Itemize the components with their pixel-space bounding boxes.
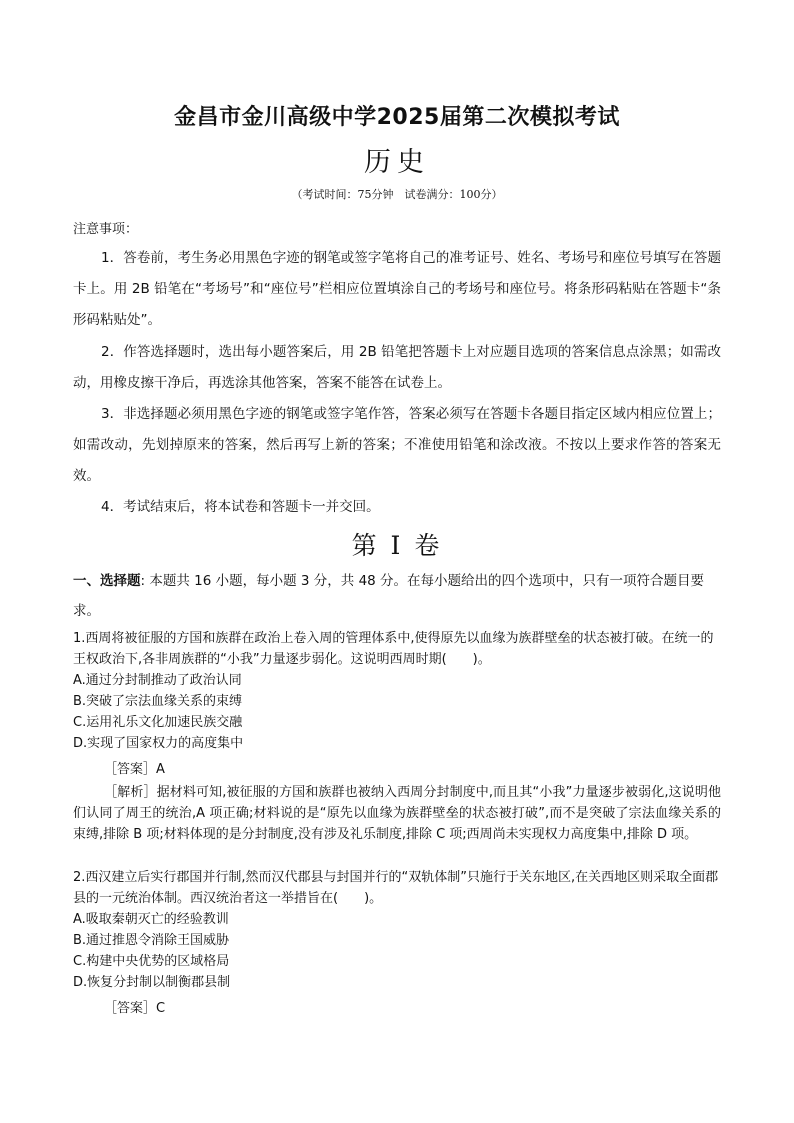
question-1-analysis: ［解析］据材料可知,被征服的方国和族群也被纳入西周分封制度中,而且其“小我”力量逐步被弱化,这说明他们认同了周王的统治,A 项正确;材料说的是“原先以血缘为族群壁垒的状态被打破”,而不是突破了宗法血缘关系的束缚,排除 B 项;材料体现的是分封制度,没有涉及礼乐制度,排除 C 项;西周尚未实现权力高度集中,排除 D 项。 [73, 785, 721, 842]
question-1 [73, 628, 721, 754]
notes-title: 注意事项： [73, 222, 139, 237]
question-1-option-a: A.通过分封制推动了政治认同 [73, 673, 242, 688]
question-2-option-c: C.构建中央优势的区域格局 [73, 954, 230, 969]
exam-info: （考试时间：75分钟 试卷满分：100分） [291, 188, 503, 201]
subject-title: 历史 [364, 147, 430, 178]
question-1-option-b: B.突破了宗法血缘关系的束缚 [73, 694, 243, 709]
question-2-option-d: D.恢复分封制以制衡郡县制 [73, 975, 231, 990]
volume-title: 第 I 卷 [351, 531, 443, 560]
note-item-4: 4．考试结束后，将本试卷和答题卡一并交回。 [101, 499, 380, 515]
question-1-answer: ［答案］A [104, 762, 165, 777]
note-item-3: 3．非选择题必须用黑色字迹的钢笔或签字笔作答，答案必须写在答题卡各题目指定区域内相应位置上；如需改动，先划掉原来的答案，然后再写上新的答案；不准使用铅笔和涂改液。不按以上要求作答的答案无效。 [73, 406, 721, 484]
question-2 [73, 867, 721, 993]
question-1-option-c: C.运用礼乐文化加速民族交融 [73, 715, 243, 730]
question-1-option-d: D.实现了国家权力的高度集中 [73, 736, 244, 751]
question-1-stem: 1.西周将被征服的方国和族群在政治上卷入周的管理体系中,使得原先以血缘为族群壁垒的状态被打破。在统一的王权政治下,各非周族群的“小我”力量逐步弱化。这说明西周时期( )。 [73, 631, 714, 667]
question-2-stem: 2.西汉建立后实行郡国并行制,然而汉代郡县与封国并行的“双轨体制”只施行于关东地区,在关西地区则采取全面郡县的一元统治体制。西汉统治者这一举措旨在( )。 [73, 870, 719, 906]
note-item-1: 1．答卷前，考生务必用黑色字迹的钢笔或签字笔将自己的准考证号、姓名、考场号和座位号填写在答题卡上。用 2B 铅笔在“考场号”和“座位号”栏相应位置填涂自己的考场号和座位号。将条形码粘贴在答题卡“条形码粘贴处”。 [73, 250, 721, 328]
section-heading: 一、选择题: 本题共 16 小题，每小题 3 分，共 48 分。在每小题给出的四个选项中，只有一项符合题目要求。 [73, 573, 705, 619]
exam-title: 金昌市金川高级中学2025届第二次模拟考试 [174, 105, 620, 130]
question-2-answer: ［答案］C [104, 1001, 166, 1016]
question-2-option-a: A.吸取秦朝灭亡的经验教训 [73, 912, 229, 927]
question-2-option-b: B.通过推恩令消除王国威胁 [73, 933, 230, 948]
note-item-2: 2．作答选择题时，选出每小题答案后，用 2B 铅笔把答题卡上对应题目选项的答案信息点涂黑；如需改动，用橡皮擦干净后，再选涂其他答案，答案不能答在试卷上。 [73, 344, 721, 391]
